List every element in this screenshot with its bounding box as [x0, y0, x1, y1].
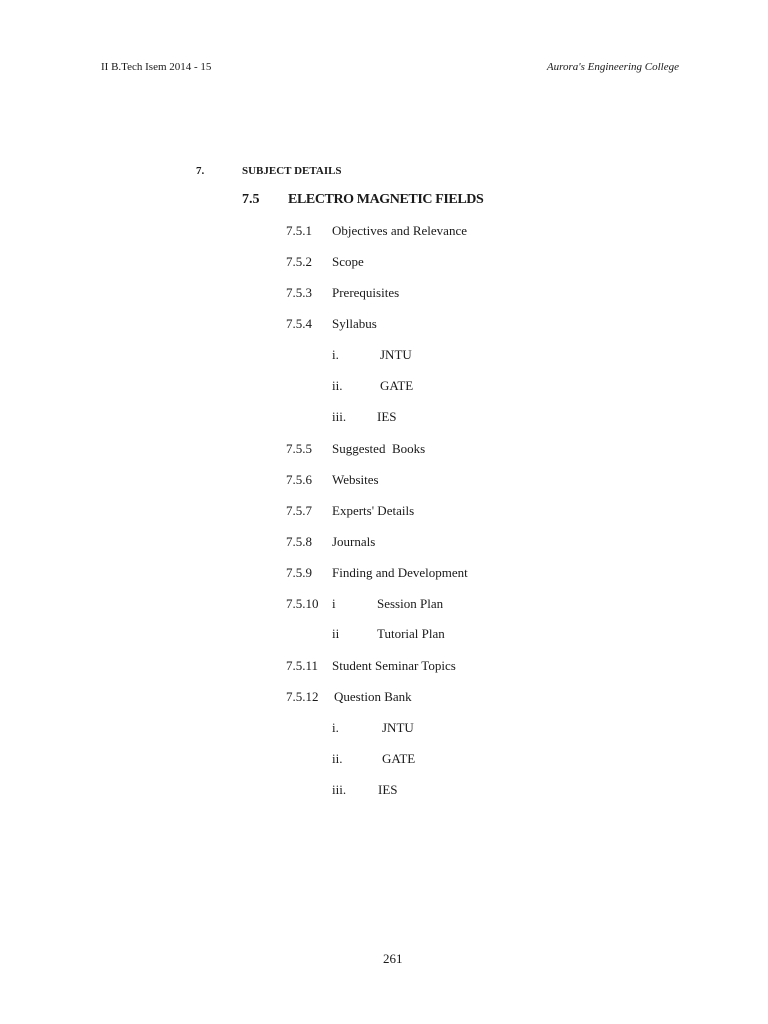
toc-item-label: Experts' Details: [332, 503, 415, 518]
toc-item-label: Objectives and Relevance: [332, 223, 467, 238]
toc-item-number: 7.5.7: [286, 503, 312, 518]
toc-item-number: 7.5.10: [286, 596, 319, 611]
toc-item-label: Syllabus: [332, 316, 377, 331]
page-number: 261: [383, 951, 403, 966]
toc-item-label: Websites: [332, 472, 379, 487]
syllabus-sub-label: GATE: [380, 378, 414, 393]
header-course: II B.Tech Isem 2014 - 15: [101, 61, 212, 73]
toc-item-number: 7.5.6: [286, 472, 312, 487]
syllabus-sub-marker: ii.: [332, 378, 343, 393]
subsection-title: ELECTRO MAGNETIC FIELDS: [288, 192, 484, 207]
toc-item-number: 7.5.3: [286, 285, 312, 300]
plan-sub-label: Session Plan: [377, 596, 444, 611]
syllabus-sub-marker: i.: [332, 347, 339, 362]
section-number: 7.: [196, 165, 205, 177]
header-college: Aurora's Engineering College: [546, 61, 679, 73]
toc-item-label: Finding and Development: [332, 565, 468, 580]
toc-item-number: 7.5.2: [286, 254, 312, 269]
syllabus-sub-marker: iii.: [332, 409, 347, 424]
toc-item-number: 7.5.4: [286, 316, 312, 331]
question-bank-sub-marker: iii.: [332, 782, 347, 797]
subsection-number: 7.5: [242, 192, 260, 207]
toc-item-label: Student Seminar Topics: [332, 658, 456, 673]
toc-item-label: i: [332, 596, 336, 611]
plan-sub-label: Tutorial Plan: [377, 626, 445, 641]
syllabus-sub-label: IES: [377, 409, 397, 424]
question-bank-sub-label: IES: [378, 782, 398, 797]
toc-item-label: Prerequisites: [332, 285, 400, 300]
toc-item-number: 7.5.1: [286, 223, 312, 238]
question-bank-sub-marker: i.: [332, 720, 339, 735]
toc-item-number: 7.5.9: [286, 565, 312, 580]
toc-item-label: Question Bank: [334, 689, 412, 704]
syllabus-sub-label: JNTU: [380, 347, 412, 362]
toc-item-number: 7.5.11: [286, 658, 319, 673]
toc-item-number: 7.5.5: [286, 441, 312, 456]
toc-item-label: Journals: [332, 534, 376, 549]
question-bank-sub-label: GATE: [382, 751, 416, 766]
toc-item-label: Suggested Books: [332, 441, 426, 456]
section-title: SUBJECT DETAILS: [242, 165, 342, 177]
toc-item-number: 7.5.8: [286, 534, 312, 549]
question-bank-sub-label: JNTU: [382, 720, 414, 735]
plan-sub-marker: ii: [332, 626, 340, 641]
toc-item-label: Scope: [332, 254, 364, 269]
toc-item-number: 7.5.12: [286, 689, 319, 704]
question-bank-sub-marker: ii.: [332, 751, 343, 766]
